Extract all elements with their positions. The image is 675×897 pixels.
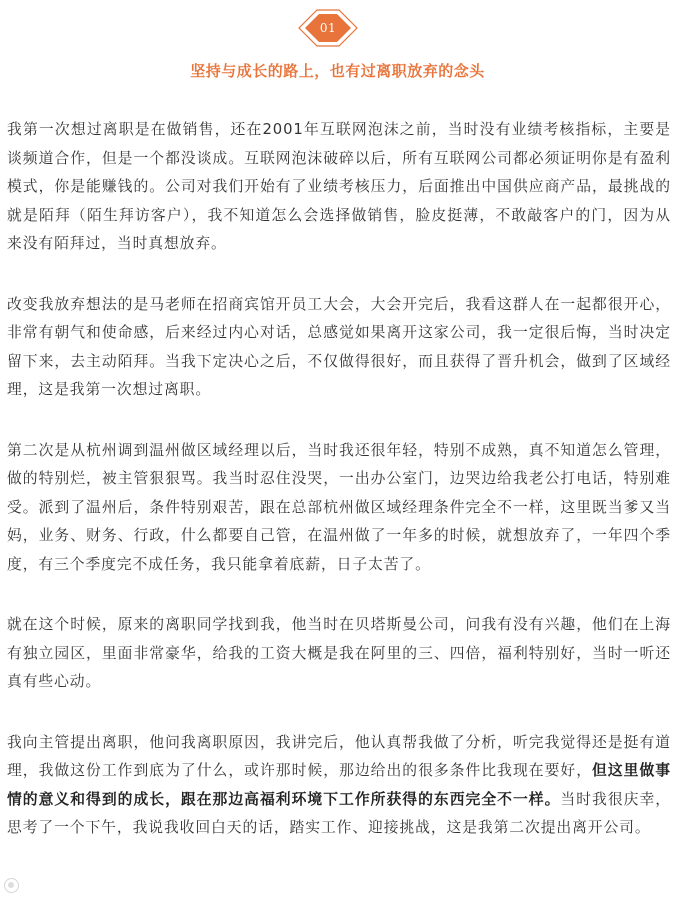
paragraph-5-emphasis: 但这里做事情的意义和得到的成长，跟在那边高福利环境下工作所获得的东西完全不一样。 [7,762,671,808]
section-number-badge [297,6,359,50]
paragraph-3: 第二次是从杭州调到温州做区域经理以后，当时我还很年轻，特别不成熟，真不知道怎么管理，做的特别烂，被主管狠狠骂。我当时忍住没哭，一出办公室门，边哭边给我老公打电话，特别难受。派到了温州后，条件特别艰苦，跟在总部杭州做区域经理条件完全不一样，这里既当爹又当妈，业务、财务、行政，什么都要自己管，在温州做了一年多的时候，就想放弃了，一年四个季度，有三个季度完不成任务，我只能拿着底薪，日子太苦了。 [7,441,671,573]
article-body [7,116,671,875]
paragraph-1: 我第一次想过离职是在做销售，还在2001年互联网泡沫之前，当时没有业绩考核指标，主要是谈频道合作，但是一个都没谈成。互联网泡沫破碎以后，所有互联网公司都必须证明你是有盈利模式，你是能赚钱的。公司对我们开始有了业绩考核压力，后面推出中国供应商产品，最挑战的就是陌拜（陌生拜访客户），我不知道怎么会选择做销售，脸皮挺薄，不敢敲客户的门，因为从来没有陌拜过，当时真想放弃。 [7,121,671,252]
section-number: 01 [319,21,337,35]
section-heading: 坚持与成长的路上，也有过离职放弃的念头 [190,62,485,80]
paragraph-5 [7,729,671,843]
paragraph-5-text-end: 当时我很庆幸，思考了一个下午，我说我收回白天的话，踏实工作、迎接挑战，这是我第二次提出离开公司。 [7,790,671,836]
paragraph-5-text: 我向主管提出离职，他问我离职原因，我讲完后，他认真帮我做了分析，听完我觉得还是挺有道理，我做这份工作到底为了什么，或许那时候，那边给出的很多条件比我现在要好， [7,733,671,779]
watermark-logo-icon [4,878,19,893]
paragraph-2: 改变我放弃想法的是马老师在招商宾馆开员工大会，大会开完后，我看这群人在一起都很开心，非常有朝气和使命感，后来经过内心对话，总感觉如果离开这家公司，我一定很后悔，当时决定留下来，去主动陌拜。当我下定决心之后，不仅做得很好，而且获得了晋升机会，做到了区域经理，这是我第一次想过离职。 [7,295,671,398]
watermark [4,878,19,893]
paragraph-4: 就在这个时候，原来的离职同学找到我，他当时在贝塔斯曼公司，问我有没有兴趣，他们在上海有独立园区，里面非常豪华，给我的工资大概是我在阿里的三、四倍，福利特别好，当时一听还真有些心动。 [7,616,671,690]
